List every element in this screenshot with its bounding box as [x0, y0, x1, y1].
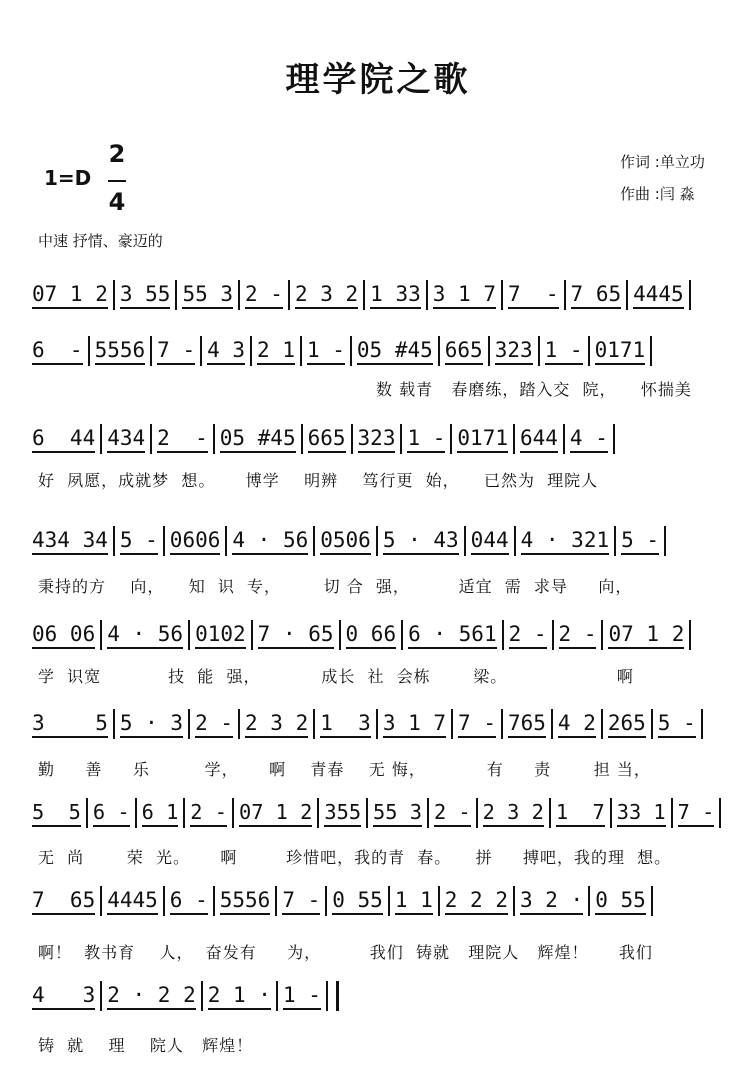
bar-line — [363, 280, 365, 310]
lyric-line: 无 尚 荣 光。 啊 珍惜吧，我的青 春。 拼 搏吧，我的理 想。 — [38, 848, 672, 867]
bar-line — [313, 526, 315, 556]
bar-line — [232, 798, 234, 828]
staff-row — [32, 520, 671, 560]
measure: 2 2 2 — [445, 887, 508, 915]
key-signature: 1=D — [44, 166, 92, 190]
bar-line — [626, 280, 628, 310]
measure: 6 44 — [32, 425, 95, 453]
measure: 4 - — [570, 425, 608, 453]
measure: 3 1 7 — [433, 281, 496, 309]
measure: 0606 — [170, 527, 221, 555]
measure: 7 - — [282, 887, 320, 915]
measure: 1 33 — [370, 281, 421, 309]
measure: 4 · 56 — [107, 621, 183, 649]
bar-line — [188, 620, 190, 650]
measure: 55 3 — [182, 281, 233, 309]
measure: 6 - — [32, 337, 83, 365]
measure: 3 2 · — [520, 887, 583, 915]
tempo-marking: 中速 抒情、豪迈的 — [38, 232, 163, 250]
measure: 07 1 2 — [32, 281, 108, 309]
measure: 2 - — [509, 621, 547, 649]
bar-line — [326, 981, 328, 1011]
measure: 0 66 — [346, 621, 397, 649]
bar-line — [613, 424, 615, 454]
measure: 355 — [324, 799, 361, 827]
measure: 323 — [358, 425, 396, 453]
bar-line — [350, 336, 352, 366]
measure: 2 - — [434, 799, 471, 827]
bar-line — [86, 798, 88, 828]
bar-line — [501, 280, 503, 310]
bar-line — [588, 886, 590, 916]
bar-line — [250, 336, 252, 366]
lyric-line: 数 载青 春磨练，踏入交 院， 怀揣美 — [376, 380, 692, 399]
bar-line — [325, 886, 327, 916]
measure: 265 — [608, 710, 646, 738]
song-title: 理学院之歌 — [285, 60, 471, 100]
measure: 3 1 7 — [383, 710, 446, 738]
bar-line — [651, 886, 653, 916]
bar-line — [288, 280, 290, 310]
measure: 2 3 2 — [295, 281, 358, 309]
staff-row — [32, 614, 696, 654]
measure: 5556 — [95, 337, 146, 365]
measure: 1 - — [283, 982, 321, 1010]
bar-line — [163, 886, 165, 916]
lyric-line: 学 识宽 技 能 强， 成长 社 会栋 梁。 啊 — [38, 667, 634, 686]
measure: 4 · 56 — [232, 527, 308, 555]
meter-bottom: 4 — [108, 188, 126, 216]
bar-line — [689, 620, 691, 650]
final-bar-line — [336, 981, 339, 1011]
lyricist-credit: 作词 :单立功 — [620, 153, 705, 171]
bar-line — [601, 709, 603, 739]
measure: 2 - — [190, 799, 227, 827]
measure: 2 - — [157, 425, 208, 453]
bar-line — [538, 336, 540, 366]
measure: 323 — [495, 337, 533, 365]
measure: 2 1 — [257, 337, 295, 365]
measure: 3 55 — [120, 281, 171, 309]
bar-line — [451, 709, 453, 739]
measure: 0506 — [320, 527, 371, 555]
measure: 2 - — [245, 281, 283, 309]
bar-line — [276, 981, 278, 1011]
composer-credit: 作曲 :闫 淼 — [620, 185, 695, 203]
bar-line — [476, 798, 478, 828]
bar-line — [188, 709, 190, 739]
bar-line — [113, 526, 115, 556]
bar-line — [401, 620, 403, 650]
lyric-line: 啊！ 教书育 人， 奋发有 为， 我们 铸就 理院人 辉煌！ 我们 — [38, 943, 653, 962]
bar-line — [551, 709, 553, 739]
bar-line — [564, 280, 566, 310]
measure: 0 55 — [595, 887, 646, 915]
bar-line — [366, 798, 368, 828]
measure: 1 - — [545, 337, 583, 365]
bar-line — [313, 709, 315, 739]
measure: 2 1 · — [208, 982, 271, 1010]
measure: 0 55 — [332, 887, 383, 915]
measure: 5 - — [658, 710, 696, 738]
bar-line — [689, 280, 691, 310]
bar-line — [701, 709, 703, 739]
bar-line — [238, 709, 240, 739]
measure: 4 3 — [32, 982, 95, 1010]
lyric-line: 秉持的方 向， 知 识 专， 切 合 强， 适宜 需 求导 向， — [38, 577, 633, 596]
staff-row — [32, 703, 708, 743]
measure: 05 #45 — [220, 425, 296, 453]
bar-line — [488, 336, 490, 366]
measure: 7 - — [508, 281, 559, 309]
measure: 7 65 — [571, 281, 622, 309]
bar-line — [563, 424, 565, 454]
bar-line — [549, 798, 551, 828]
bar-line — [610, 798, 612, 828]
measure: 2 3 2 — [483, 799, 544, 827]
measure: 044 — [471, 527, 509, 555]
measure: 3 5 — [32, 710, 108, 738]
measure: 4445 — [633, 281, 684, 309]
bar-line — [213, 424, 215, 454]
bar-line — [135, 798, 137, 828]
lyric-line: 好 夙愿，成就梦 想。 博学 明辨 笃行更 始， 已然为 理院人 — [38, 471, 599, 490]
staff-row — [32, 975, 339, 1015]
bar-line — [450, 424, 452, 454]
bar-line — [501, 709, 503, 739]
bar-line — [88, 336, 90, 366]
measure: 1 1 — [395, 887, 433, 915]
measure: 6 - — [93, 799, 130, 827]
bar-line — [388, 886, 390, 916]
measure: 0102 — [195, 621, 246, 649]
bar-line — [163, 526, 165, 556]
measure: 6 1 — [142, 799, 179, 827]
bar-line — [426, 280, 428, 310]
measure: 1 3 — [320, 710, 371, 738]
lyric-line: 勤 善 乐 学， 啊 青春 无 悔， 有 责 担 当， — [38, 760, 651, 779]
bar-line — [150, 336, 152, 366]
measure: 644 — [520, 425, 558, 453]
measure: 07 1 2 — [608, 621, 684, 649]
bar-line — [614, 526, 616, 556]
bar-line — [552, 620, 554, 650]
measure: 6 - — [170, 887, 208, 915]
measure: 1 7 — [556, 799, 605, 827]
bar-line — [113, 280, 115, 310]
bar-line — [351, 424, 353, 454]
bar-line — [400, 424, 402, 454]
measure: 4 3 — [207, 337, 245, 365]
bar-line — [100, 981, 102, 1011]
measure: 7 65 — [32, 887, 95, 915]
bar-line — [300, 336, 302, 366]
measure: 5 · 43 — [383, 527, 459, 555]
bar-line — [514, 526, 516, 556]
bar-line — [427, 798, 429, 828]
bar-line — [376, 526, 378, 556]
measure: 07 1 2 — [239, 799, 312, 827]
bar-line — [238, 280, 240, 310]
bar-line — [113, 709, 115, 739]
bar-line — [100, 886, 102, 916]
measure: 2 - — [195, 710, 233, 738]
staff-row — [32, 418, 620, 458]
measure: 0171 — [595, 337, 646, 365]
measure: 7 - — [678, 799, 715, 827]
measure: 7 - — [458, 710, 496, 738]
bar-line — [513, 886, 515, 916]
staff-row — [32, 330, 657, 370]
bar-line — [317, 798, 319, 828]
bar-line — [438, 886, 440, 916]
measure: 7 - — [157, 337, 195, 365]
measure: 0171 — [457, 425, 508, 453]
measure: 765 — [508, 710, 546, 738]
meter-divider — [108, 180, 126, 182]
measure: 2 3 2 — [245, 710, 308, 738]
measure: 434 — [107, 425, 145, 453]
bar-line — [339, 620, 341, 650]
measure: 2 - — [559, 621, 597, 649]
lyric-line: 铸 就 理 院人 辉煌！ — [38, 1036, 254, 1055]
measure: 5556 — [220, 887, 271, 915]
measure: 4 2 — [558, 710, 596, 738]
measure: 33 1 — [617, 799, 666, 827]
measure: 55 3 — [373, 799, 422, 827]
measure: 5 - — [120, 527, 158, 555]
measure: 665 — [445, 337, 483, 365]
bar-line — [513, 424, 515, 454]
measure: 2 · 2 2 — [107, 982, 196, 1010]
measure: 5 · 3 — [120, 710, 183, 738]
bar-line — [213, 886, 215, 916]
bar-line — [100, 620, 102, 650]
bar-line — [301, 424, 303, 454]
measure: 434 34 — [32, 527, 108, 555]
meter-top: 2 — [108, 140, 126, 168]
bar-line — [719, 798, 721, 828]
bar-line — [671, 798, 673, 828]
measure: 06 06 — [32, 621, 95, 649]
bar-line — [201, 981, 203, 1011]
measure: 5 5 — [32, 799, 81, 827]
bar-line — [464, 526, 466, 556]
bar-line — [100, 424, 102, 454]
bar-line — [150, 424, 152, 454]
bar-line — [275, 886, 277, 916]
bar-line — [376, 709, 378, 739]
bar-line — [225, 526, 227, 556]
bar-line — [601, 620, 603, 650]
bar-line — [650, 336, 652, 366]
staff-row — [32, 880, 658, 920]
bar-line — [651, 709, 653, 739]
measure: 6 · 561 — [408, 621, 497, 649]
measure: 7 · 65 — [258, 621, 334, 649]
measure: 4445 — [107, 887, 158, 915]
staff-row — [32, 792, 726, 832]
bar-line — [251, 620, 253, 650]
bar-line — [502, 620, 504, 650]
bar-line — [175, 280, 177, 310]
measure: 665 — [308, 425, 346, 453]
bar-line — [664, 526, 666, 556]
measure: 1 - — [307, 337, 345, 365]
measure: 5 - — [621, 527, 659, 555]
bar-line — [200, 336, 202, 366]
measure: 4 · 321 — [521, 527, 610, 555]
staff-row — [32, 274, 696, 314]
measure: 1 - — [407, 425, 445, 453]
bar-line — [588, 336, 590, 366]
bar-line — [183, 798, 185, 828]
measure: 05 #45 — [357, 337, 433, 365]
bar-line — [438, 336, 440, 366]
